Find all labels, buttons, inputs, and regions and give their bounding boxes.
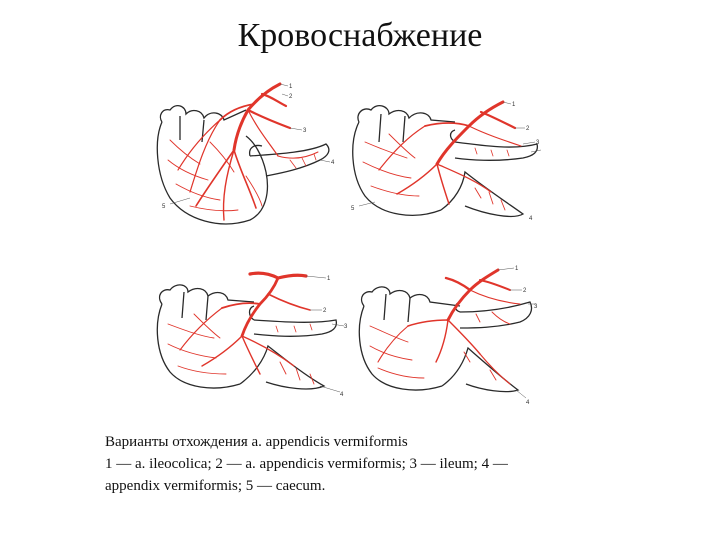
label-1: 1 (289, 84, 293, 90)
label-5: 5 (162, 204, 166, 210)
artery-tree-2 (363, 102, 521, 210)
label-2: 2 (289, 94, 293, 100)
label-4: 4 (331, 160, 335, 166)
slide-title: Кровоснабжение (237, 17, 483, 54)
figure-caption (105, 431, 625, 497)
leader-lines-1 (170, 84, 330, 204)
label-1: 1 (512, 102, 516, 108)
diagram-variant-3 (150, 262, 350, 402)
label-1: 1 (327, 276, 331, 282)
label-3: 3 (303, 128, 307, 134)
leader-lines-2 (359, 102, 541, 206)
label-2: 2 (526, 126, 530, 132)
diagram-variant-2 (345, 92, 545, 232)
caption-line-1: Варианты отхождения a. appendicis vermiformis (105, 434, 408, 450)
diagram-variant-1 (150, 80, 340, 235)
artery-tree-3 (168, 273, 314, 384)
label-3: 3 (534, 304, 538, 310)
caecum-ileum-outline-3 (157, 285, 336, 389)
label-1: 1 (515, 266, 519, 272)
label-4: 4 (340, 392, 344, 398)
leader-lines-3 (306, 276, 344, 392)
caption-line-3: appendix vermiformis; 5 — caecum. (105, 478, 326, 494)
label-5: 5 (351, 206, 355, 212)
label-3: 3 (536, 140, 540, 146)
label-2: 2 (523, 288, 527, 294)
label-3: 3 (344, 324, 348, 330)
label-4: 4 (526, 400, 530, 406)
caption-line-2: 1 — a. ileocolica; 2 — a. appendicis vermiformis; 3 — ileum; 4 — (105, 456, 508, 472)
label-2: 2 (323, 308, 327, 314)
caecum-ileum-outline-4 (359, 287, 531, 392)
label-4: 4 (529, 216, 533, 222)
diagram-variant-4 (350, 262, 540, 407)
caecum-ileum-outline-1 (157, 106, 329, 224)
artery-tree-4 (370, 270, 520, 384)
